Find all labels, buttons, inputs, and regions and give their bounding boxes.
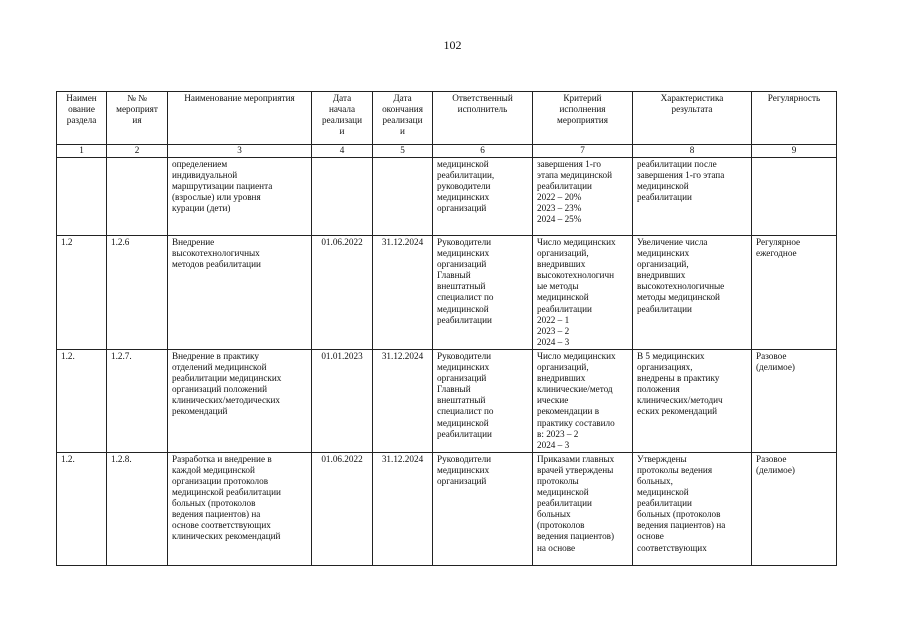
cell-section [57,158,107,236]
cell-text-line: Характеристика [660,93,724,103]
cell-text-line: раздела [66,115,97,126]
cell-text-line: реабилитации [537,181,592,192]
cell-text-line: в: 2023 – 2 [537,428,579,439]
cell-text-line: организаций, [637,259,689,270]
cell-text-line: результата [671,104,713,115]
cell-text-line: 01.06.2022 [321,453,363,464]
cell-text-line: Приказами главных [537,453,615,464]
column-number: 3 [168,145,312,158]
cell-result [633,452,752,565]
cell-text-line: специалист по [437,406,494,417]
cell-text-line: внедривших [637,270,686,281]
cell-text-line: № № [127,93,147,103]
cell-text-line: медицинской [637,487,689,498]
cell-text-line: внедривших [537,259,586,270]
cell-text-line: организаций, [537,362,589,373]
cell-text-line: больных (протоколов [172,498,256,509]
cell-responsible [433,236,533,350]
cell-text-line: исполнитель [457,104,508,115]
events-table [56,91,837,566]
column-number: 7 [533,145,633,158]
cell-text-line: внештатный [437,281,486,292]
cell-text-line: мероприятия [557,115,608,126]
cell-criterion [533,158,633,236]
cell-number [107,236,168,350]
cell-text-line: завершения 1-го этапа [637,170,725,181]
cell-text-line: организации протоколов [172,475,269,486]
cell-text-line: соответствующих [637,542,707,553]
cell-regularity [752,349,837,452]
column-number: 1 [57,145,107,158]
cell-text-line: Руководители [437,453,492,464]
cell-number [107,349,168,452]
cell-start-date [312,158,373,236]
cell-text-line: Регулярное [756,237,801,247]
cell-text-line: 2024 – 3 [537,336,570,347]
cell-text-line: Регулярность [767,93,821,103]
cell-text-line: 2024 – 3 [537,439,570,450]
cell-text-line: 2022 – 1 [537,314,570,325]
cell-text-line: Руководители [437,237,492,247]
cell-text-line: высокотехнологичных [172,248,260,259]
cell-text-line: ые методы [537,281,579,292]
cell-result [633,349,752,452]
cell-text-line: организациях, [637,362,693,373]
cell-text-line: 1.2. [61,453,75,464]
cell-responsible [433,349,533,452]
page-number: 102 [443,38,462,52]
cell-text-line: реализаци [322,115,362,126]
cell-text-line: медицинской [537,292,589,303]
cell-text-line: 1.2.6 [111,237,130,247]
cell-event-name [168,349,312,452]
cell-text-line: 1.2.7. [111,350,132,361]
cell-text-line: реализаци [382,115,423,126]
cell-text-line: основе соответствующих [172,520,271,531]
cell-text-line: 31.12.2024 [381,237,424,247]
cell-text-line: высокотехнологичн [537,270,615,281]
cell-text-line: медицинских [437,464,490,475]
cell-text-line: Увеличение числа [637,237,708,247]
cell-text-line: руководители [437,181,491,192]
cell-text-line: и [339,126,345,137]
cell-number [107,158,168,236]
cell-responsible [433,158,533,236]
cell-text-line: 31.12.2024 [381,453,424,464]
cell-text-line: исполнения [559,104,606,115]
cell-text-line: Разовое [756,350,787,361]
cell-text-line: Наименование мероприятия [184,93,295,103]
cell-text-line: реабилитации [437,314,492,325]
cell-text-line: реабилитации [637,498,692,509]
header-regularity [752,92,837,145]
cell-text-line: медицинской [537,487,589,498]
cell-text-line: клинических/методич [637,395,723,406]
cell-text-line: организаций положений [172,384,268,395]
header-result [633,92,752,145]
column-number: 5 [373,145,433,158]
cell-text-line: В 5 медицинских [637,350,705,361]
cell-text-line: протоколы ведения [637,464,713,475]
column-number: 9 [752,145,837,158]
cell-text-line: Утверждены [637,453,687,464]
cell-text-line: Наимен [66,93,97,103]
cell-criterion [533,349,633,452]
column-number-row [57,145,837,158]
cell-text-line: Дата [393,93,412,103]
cell-text-line: внедрены в практику [637,373,720,384]
cell-number [107,452,168,565]
cell-text-line: основе [637,531,664,542]
cell-text-line: медицинской реабилитации [172,487,281,498]
cell-text-line: (делимое) [756,464,795,475]
cell-end-date [373,158,433,236]
cell-text-line: отделений медицинской [172,362,267,373]
cell-text-line: начала [328,104,356,115]
cell-criterion [533,236,633,350]
cell-text-line: организаций [437,475,487,486]
cell-text-line: определением [172,159,228,169]
cell-text-line: еских рекомендаций [637,406,718,417]
table-row [57,349,837,452]
cell-text-line: маршрутизации пациента [172,181,273,192]
cell-text-line: индивидуальной [172,170,238,181]
cell-regularity [752,158,837,236]
cell-result [633,158,752,236]
cell-text-line: высокотехнологичные [637,281,725,292]
cell-text-line: организаций, [537,248,589,259]
cell-text-line: методов реабилитации [172,259,261,270]
cell-text-line: больных (протоколов [637,509,721,520]
header-event-name [168,92,312,145]
cell-text-line: реабилитации [537,303,592,314]
cell-event-name [168,452,312,565]
cell-text-line: Разовое [756,453,787,464]
cell-text-line: медицинских [437,248,490,259]
cell-text-line: организаций [437,203,487,214]
cell-text-line: ия [132,115,142,126]
column-number: 6 [433,145,533,158]
cell-text-line: больных, [637,475,673,486]
cell-text-line: врачей утверждены [537,464,614,475]
header-start-date [312,92,373,145]
cell-result [633,236,752,350]
cell-text-line: больных [537,509,571,520]
cell-text-line: ведения пациентов) на [172,509,261,520]
cell-text-line: медицинских [437,192,490,203]
cell-text-line: 1.2 [61,237,73,247]
cell-event-name [168,236,312,350]
cell-text-line: клинические/метод [537,384,613,395]
cell-text-line: ведения пациентов) [537,531,615,542]
column-number: 8 [633,145,752,158]
header-responsible [433,92,533,145]
cell-text-line: реабилитации медицинских [172,373,282,384]
cell-text-line: Разработка и внедрение в [172,453,272,464]
cell-text-line: 2024 – 25% [537,214,582,225]
cell-text-line: Критерий [563,93,602,103]
cell-text-line: ведения пациентов) на [637,520,726,531]
cell-text-line: на основе [537,542,576,553]
cell-text-line: Руководители [437,350,492,361]
cell-text-line: окончания [382,104,423,115]
cell-text-line: рекомендаций [172,406,228,417]
cell-text-line: медицинской [437,303,489,314]
cell-text-line: реабилитации, [437,170,495,181]
cell-section [57,349,107,452]
cell-text-line: мероприят [116,104,158,115]
cell-criterion [533,452,633,565]
cell-text-line: курации (дети) [172,203,231,214]
cell-text-line: Главный [437,384,471,395]
header-event-number [107,92,168,145]
cell-text-line: ические [537,395,569,406]
cell-text-line: клинических/методических [172,395,281,406]
cell-text-line: каждой медицинской [172,464,255,475]
cell-text-line: и [400,126,405,137]
cell-text-line: медицинских [437,362,490,373]
cell-text-line: (делимое) [756,362,795,373]
cell-text-line: рекомендации в [537,406,600,417]
cell-text-line: ежегодное [756,248,797,259]
cell-text-line: практику составило [537,417,615,428]
cell-text-line: медицинской [437,417,489,428]
cell-text-line: этапа медицинской [537,170,613,181]
cell-start-date [312,349,373,452]
cell-text-line: Число медицинских [537,237,616,247]
cell-text-line: положения [637,384,680,395]
cell-end-date [373,349,433,452]
cell-text-line: протоколы [537,475,579,486]
cell-text-line: организаций [437,259,487,270]
cell-section [57,452,107,565]
cell-text-line: реабилитации [537,498,592,509]
cell-text-line: 1.2. [61,350,75,361]
column-number: 2 [107,145,168,158]
column-number: 4 [312,145,373,158]
cell-text-line: 1.2.8. [111,453,132,464]
cell-text-line: организаций [437,373,487,384]
cell-text-line: 01.06.2022 [321,237,363,247]
cell-text-line: специалист по [437,292,494,303]
cell-end-date [373,236,433,350]
cell-text-line: Ответственный [452,93,513,103]
table-row [57,236,837,350]
cell-text-line: реабилитации после [637,159,717,169]
cell-text-line: реабилитации [637,192,692,203]
cell-text-line: Дата [332,93,352,103]
cell-text-line: медицинских [637,248,690,259]
cell-regularity [752,452,837,565]
header-criterion [533,92,633,145]
header-row [57,92,837,145]
cell-text-line: клинических рекомендаций [172,531,281,542]
cell-event-name [168,158,312,236]
header-end-date [373,92,433,145]
cell-text-line: медицинской [437,159,489,169]
cell-responsible [433,452,533,565]
cell-text-line: 2022 – 20% [537,192,582,203]
cell-text-line: 31.12.2024 [381,350,424,361]
cell-text-line: (взрослые) или уровня [172,192,261,203]
cell-text-line: Число медицинских [537,350,616,361]
cell-text-line: внедривших [537,373,586,384]
cell-text-line: методы медицинской [637,292,720,303]
cell-text-line: 2023 – 2 [537,325,570,336]
cell-section [57,236,107,350]
cell-end-date [373,452,433,565]
cell-start-date [312,236,373,350]
cell-start-date [312,452,373,565]
cell-text-line: Главный [437,270,471,281]
cell-text-line: реабилитации [437,428,492,439]
cell-regularity [752,236,837,350]
cell-text-line: реабилитации [637,303,692,314]
cell-text-line: внештатный [437,395,486,406]
cell-text-line: Внедрение в практику [172,350,259,361]
cell-text-line: (протоколов [537,520,585,531]
table-row [57,452,837,565]
cell-text-line: 2023 – 23% [537,203,582,214]
cell-text-line: 01.01.2023 [321,350,363,361]
cell-text-line: Внедрение [172,237,215,247]
cell-text-line: медицинской [637,181,689,192]
table-row [57,158,837,236]
cell-text-line: ование [68,104,95,115]
cell-text-line: завершения 1-го [537,159,601,169]
header-section-name [57,92,107,145]
